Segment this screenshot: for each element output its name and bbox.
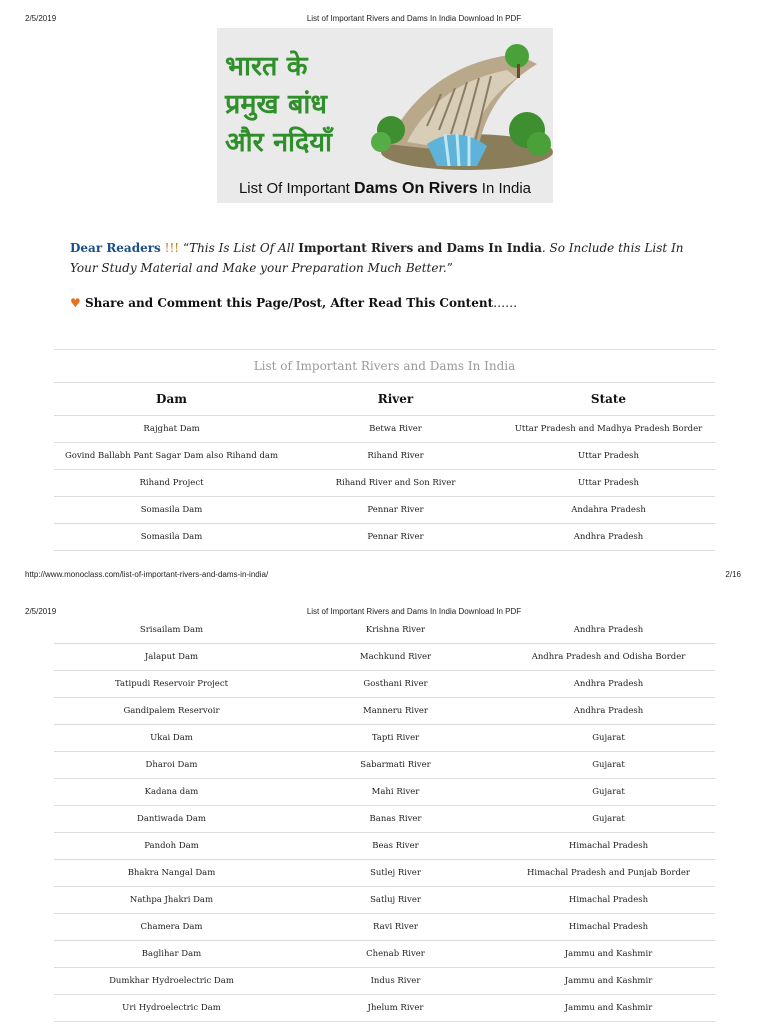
state-cell: Himachal Pradesh — [502, 887, 715, 914]
river-cell: Mahi River — [289, 779, 502, 806]
river-cell: Sabarmati River — [289, 752, 502, 779]
river-cell: Banas River — [289, 806, 502, 833]
header-dam: Dam — [54, 383, 289, 416]
table-row — [54, 968, 715, 995]
state-cell: Andhra Pradesh — [502, 698, 715, 725]
river-cell: Sutlej River — [289, 860, 502, 887]
state-cell: Jammu and Kashmir — [502, 995, 715, 1022]
state-cell: Andhra Pradesh — [502, 524, 715, 551]
river-cell: Krishna River — [289, 617, 502, 644]
dam-cell: Somasila Dam — [54, 497, 289, 524]
table-row — [54, 524, 715, 551]
print-date: 2/5/2019 — [25, 607, 57, 616]
dam-cell: Govind Ballabh Pant Sagar Dam also Rihand dam — [54, 443, 289, 470]
header-state: State — [502, 383, 715, 416]
dam-illustration-icon — [367, 34, 553, 174]
table-row — [54, 833, 715, 860]
rivers-dams-table-continued — [54, 617, 715, 1022]
table-row — [54, 725, 715, 752]
state-cell: Andhra Pradesh — [502, 617, 715, 644]
table-row — [54, 887, 715, 914]
river-cell: Chenab River — [289, 941, 502, 968]
river-cell: Jhelum River — [289, 995, 502, 1022]
dam-cell: Rihand Project — [54, 470, 289, 497]
river-cell: Pennar River — [289, 497, 502, 524]
table-header-row — [54, 383, 715, 416]
table-row — [54, 779, 715, 806]
dam-cell: Jalaput Dam — [54, 644, 289, 671]
dam-cell: Uri Hydroelectric Dam — [54, 995, 289, 1022]
table-row — [54, 995, 715, 1022]
river-cell: Machkund River — [289, 644, 502, 671]
share-line: ♥ Share and Comment this Page/Post, After Read This Content…… — [70, 296, 518, 310]
state-cell: Jammu and Kashmir — [502, 968, 715, 995]
table-row — [54, 470, 715, 497]
state-cell: Andhra Pradesh and Odisha Border — [502, 644, 715, 671]
print-url: http://www.monoclass.com/list-of-important-rivers-and-dams-in-india/ — [25, 570, 269, 579]
banner-caption: List Of Important Dams On Rivers In India — [238, 180, 532, 197]
table-row — [54, 644, 715, 671]
dam-cell: Srisailam Dam — [54, 617, 289, 644]
state-cell: Jammu and Kashmir — [502, 941, 715, 968]
state-cell: Gujarat — [502, 806, 715, 833]
table-row — [54, 941, 715, 968]
state-cell: Gujarat — [502, 752, 715, 779]
river-cell: Rihand River and Son River — [289, 470, 502, 497]
state-cell: Himachal Pradesh and Punjab Border — [502, 860, 715, 887]
print-date: 2/5/2019 — [25, 14, 57, 23]
dam-cell: Kadana dam — [54, 779, 289, 806]
dam-cell: Baglihar Dam — [54, 941, 289, 968]
table-row — [54, 752, 715, 779]
state-cell: Uttar Pradesh — [502, 470, 715, 497]
state-cell: Gujarat — [502, 779, 715, 806]
river-cell: Manneru River — [289, 698, 502, 725]
dam-cell: Ukai Dam — [54, 725, 289, 752]
river-cell: Pennar River — [289, 524, 502, 551]
print-footer — [0, 570, 768, 584]
table-row — [54, 698, 715, 725]
state-cell: Himachal Pradesh — [502, 914, 715, 941]
dam-cell: Bhakra Nangal Dam — [54, 860, 289, 887]
table-row — [54, 416, 715, 443]
state-cell: Gujarat — [502, 725, 715, 752]
header-river: River — [289, 383, 502, 416]
dam-cell: Dumkhar Hydroelectric Dam — [54, 968, 289, 995]
table-row — [54, 443, 715, 470]
intro-paragraph: Dear Readers !!! “This Is List Of All Important Rivers and Dams In India. So Include this List In Your Study Material and Make your Preparation Much Better.” — [70, 241, 684, 275]
river-cell: Beas River — [289, 833, 502, 860]
river-cell: Rihand River — [289, 443, 502, 470]
table-row — [54, 806, 715, 833]
print-header — [0, 14, 768, 28]
dear-readers: Dear Readers — [70, 241, 161, 255]
rivers-dams-table — [54, 349, 715, 551]
table-row — [54, 497, 715, 524]
table-row — [54, 860, 715, 887]
banner-hindi-text: भारत के प्रमुख बांध और नदियाँ — [225, 51, 333, 158]
dam-cell: Gandipalem Reservoir — [54, 698, 289, 725]
river-cell: Tapti River — [289, 725, 502, 752]
dam-cell: Chamera Dam — [54, 914, 289, 941]
state-cell: Andhra Pradesh — [502, 671, 715, 698]
state-cell: Uttar Pradesh and Madhya Pradesh Border — [502, 416, 715, 443]
river-cell: Betwa River — [289, 416, 502, 443]
dam-cell: Tatipudi Reservoir Project — [54, 671, 289, 698]
state-cell: Andahra Pradesh — [502, 497, 715, 524]
print-title: List of Important Rivers and Dams In India Download In PDF — [306, 607, 522, 616]
river-cell: Ravi River — [289, 914, 502, 941]
table-row — [54, 617, 715, 644]
state-cell: Himachal Pradesh — [502, 833, 715, 860]
dam-cell: Rajghat Dam — [54, 416, 289, 443]
dam-cell: Dantiwada Dam — [54, 806, 289, 833]
table-row — [54, 914, 715, 941]
river-cell: Gosthani River — [289, 671, 502, 698]
river-cell: Satluj River — [289, 887, 502, 914]
dam-cell: Somasila Dam — [54, 524, 289, 551]
print-title: List of Important Rivers and Dams In India Download In PDF — [306, 14, 522, 23]
page-number: 2/16 — [725, 570, 741, 579]
state-cell: Uttar Pradesh — [502, 443, 715, 470]
dam-cell: Dharoi Dam — [54, 752, 289, 779]
dam-cell: Pandoh Dam — [54, 833, 289, 860]
dam-cell: Nathpa Jhakri Dam — [54, 887, 289, 914]
river-cell: Indus River — [289, 968, 502, 995]
banner-image — [217, 28, 553, 203]
heart-icon: ♥ — [70, 296, 81, 310]
table-row — [54, 671, 715, 698]
table-caption: List of Important Rivers and Dams In India — [54, 349, 715, 383]
